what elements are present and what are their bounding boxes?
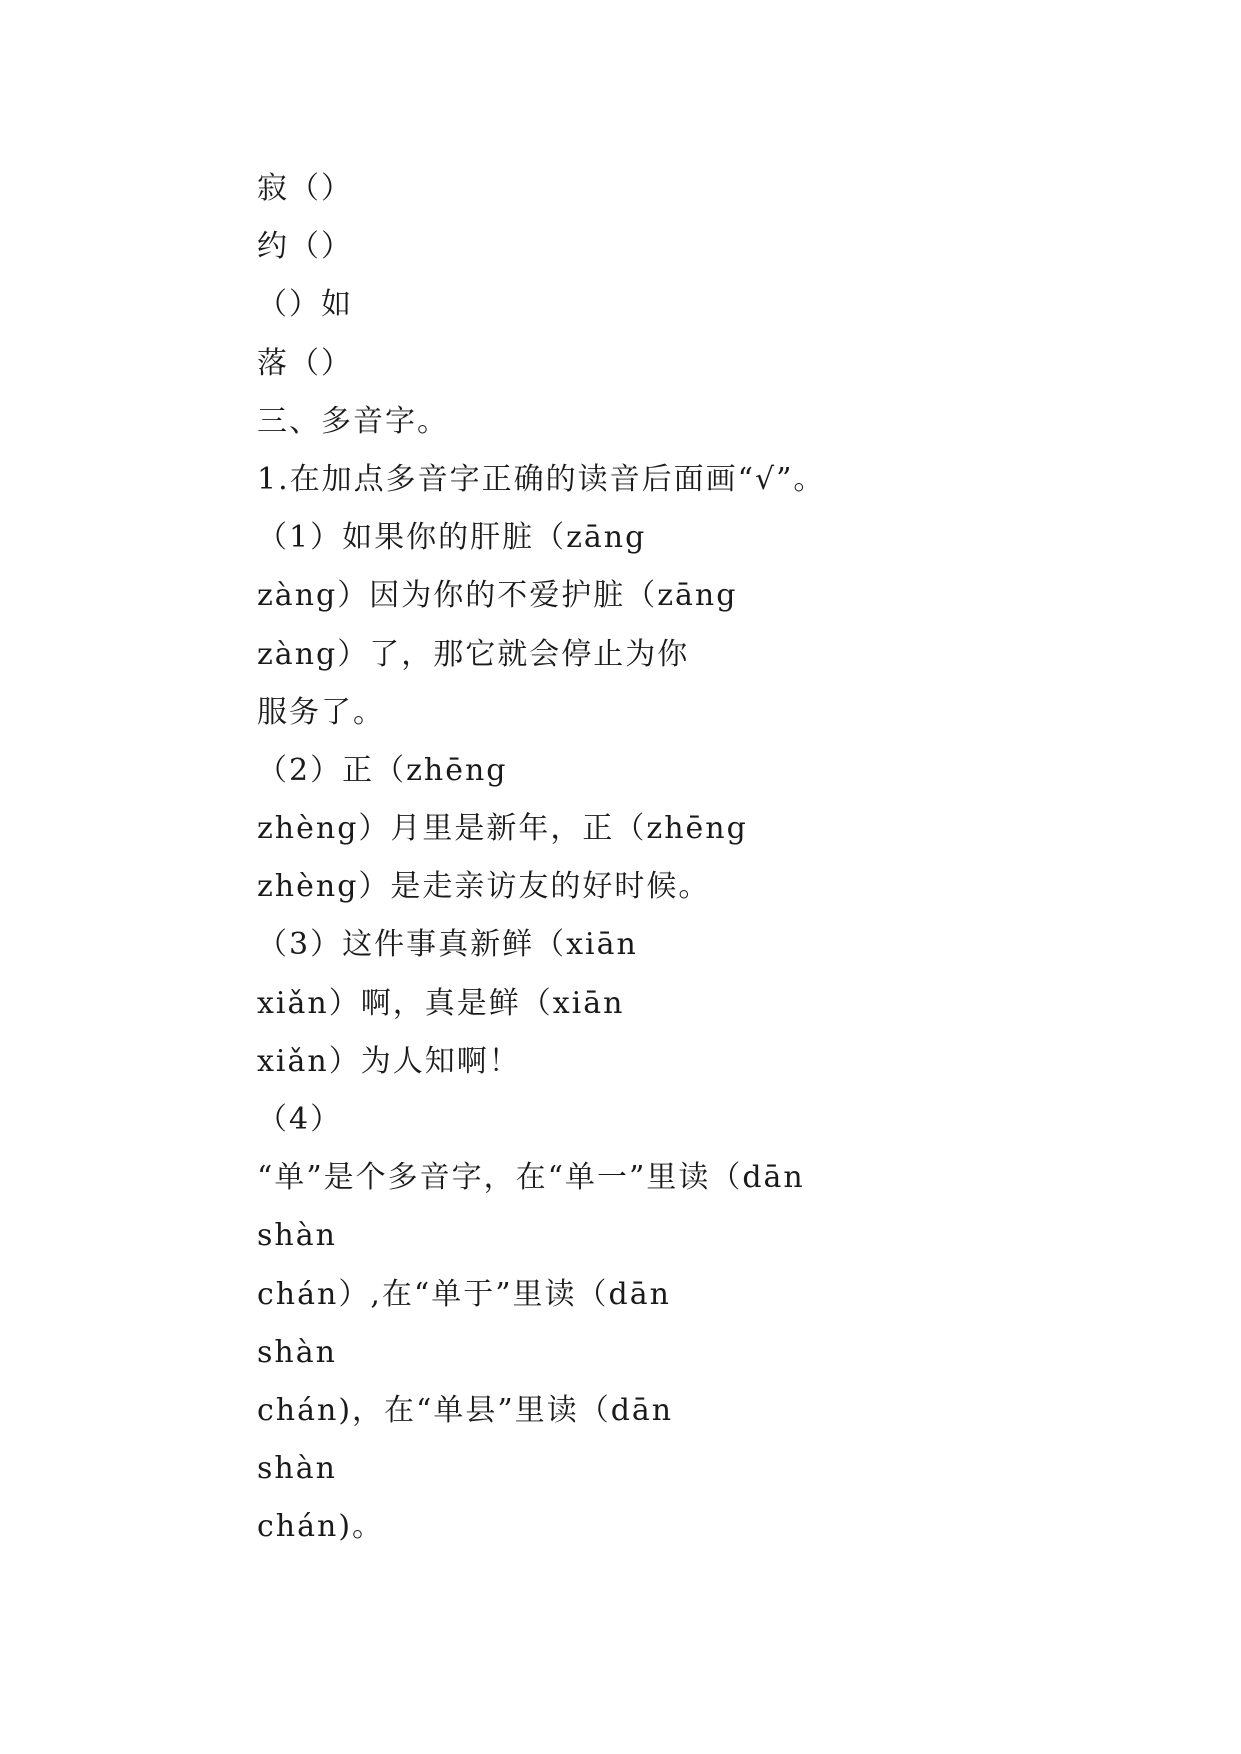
- text-line: （1）如果你的肝脏（zāng: [257, 520, 647, 556]
- text-line: zhèng）月里是新年，正（zhēng: [257, 811, 748, 847]
- text-line: 约（）: [257, 229, 353, 265]
- text-line: （4）: [257, 1102, 343, 1137]
- section-heading: 三、多音字。: [257, 403, 449, 439]
- text-line: chán）,在“单于”里读（dān: [257, 1276, 671, 1312]
- text-line: “单”是个多音字，在“单一”里读（dān: [257, 1160, 805, 1196]
- text-line: shàn: [257, 1218, 337, 1254]
- text-line: zàng）了，那它就会停止为你: [257, 636, 690, 672]
- document-body: [257, 160, 1017, 1557]
- text-line: 寂（）: [257, 171, 353, 206]
- text-line: （2）正（zhēng: [257, 752, 508, 788]
- question-instruction: 1.在加点多音字正确的读音后面画“√”。: [257, 461, 826, 497]
- text-line: xiǎn）啊，真是鲜（xiān: [257, 985, 625, 1021]
- text-line: （）如: [257, 287, 353, 323]
- text-line: zàng）因为你的不爱护脏（zāng: [257, 578, 738, 614]
- text-line: （3）这件事真新鲜（xiān: [257, 927, 638, 963]
- text-line: chán)，在“单县”里读（dān: [257, 1392, 674, 1428]
- text-line: shàn: [257, 1334, 337, 1370]
- text-line: chán)。: [257, 1509, 385, 1545]
- text-line: xiǎn）为人知啊！: [257, 1043, 521, 1079]
- text-line: zhèng）是走亲访友的好时候。: [257, 869, 711, 905]
- text-line: 服务了。: [257, 694, 385, 730]
- text-line: 落（）: [257, 345, 353, 381]
- text-line: shàn: [257, 1451, 337, 1487]
